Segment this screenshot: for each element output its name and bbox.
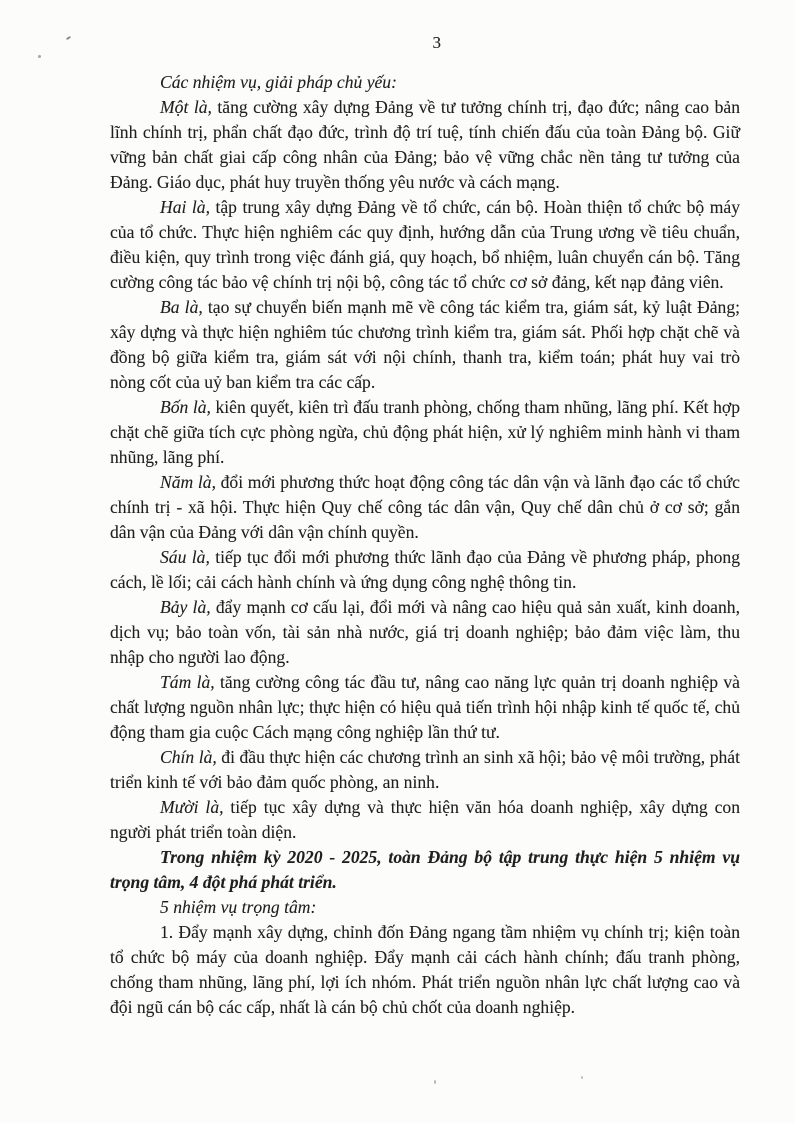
lead-phrase: Bốn là, — [160, 397, 211, 417]
paragraph-body: tăng cường xây dựng Đảng về tư tưởng chính trị, đạo đức; nâng cao bản lĩnh chính trị, phẩn chất đạo đức, trình độ trí tuệ, tính chiến đấu của toàn Đảng bộ. Giữ vững bản chất giai cấp công nhân của Đảng; bảo vệ vững chắc nền tảng tư tưởng của Đảng. Giáo dục, phát huy truyền thống yêu nước và cách mạng. — [110, 97, 740, 192]
lead-phrase: Sáu là, — [160, 547, 210, 567]
paragraph — [110, 795, 740, 845]
paragraph-body: tiếp tục xây dựng và thực hiện văn hóa doanh nghiệp, xây dựng con người phát triển toàn diện. — [110, 797, 740, 842]
lead-phrase: Mười là, — [160, 797, 224, 817]
lead-phrase: Bảy là, — [160, 597, 211, 617]
lead-phrase: Hai là, — [160, 197, 210, 217]
paragraph-body: đổi mới phương thức hoạt động công tác dân vận và lãnh đạo các tổ chức chính trị - xã hội. Thực hiện Quy chế công tác dân vận, Quy chế dân chủ ở cơ sở; gắn dân vận của Đảng với dân vận chính quyền. — [110, 472, 740, 542]
paragraph-body: tăng cường công tác đầu tư, nâng cao năng lực quản trị doanh nghiệp và chất lượng nguồn nhân lực; thực hiện có hiệu quả tiến trình hội nhập kinh tế quốc tế, chủ động tham gia cuộc Cách mạng công nghiệp lần thứ tư. — [110, 672, 740, 742]
paragraph — [110, 745, 740, 795]
lead-phrase: Chín là, — [160, 747, 217, 767]
section-heading: Các nhiệm vụ, giải pháp chủ yếu: — [160, 72, 397, 92]
scan-artifact — [66, 36, 71, 41]
document-body — [110, 70, 740, 1020]
paragraph — [110, 95, 740, 195]
paragraph — [110, 670, 740, 745]
paragraph-body: kiên quyết, kiên trì đấu tranh phòng, chống tham nhũng, lãng phí. Kết hợp chặt chẽ giữa tích cực phòng ngừa, chủ động phát hiện, xử lý nghiêm minh hành vi tham nhũng, lãng phí. — [110, 397, 740, 467]
subsection-heading: 5 nhiệm vụ trọng tâm: — [160, 897, 317, 917]
emphasis-paragraph: Trong nhiệm kỳ 2020 - 2025, toàn Đảng bộ tập trung thực hiện 5 nhiệm vụ trọng tâm, 4 đột phá phát triển. — [110, 847, 740, 892]
paragraph-body: đi đầu thực hiện các chương trình an sinh xã hội; bảo vệ môi trường, phát triển kinh tế với bảo đảm quốc phòng, an ninh. — [110, 747, 740, 792]
paragraph-body: tạo sự chuyển biến mạnh mẽ về công tác kiểm tra, giám sát, kỷ luật Đảng; xây dựng và thực hiện nghiêm túc chương trình kiểm tra, giám sát. Phối hợp chặt chẽ và đồng bộ giữa kiểm tra, giám sát với nội chính, thanh tra, kiểm toán; phát huy vai trò nòng cốt của uỷ ban kiểm tra các cấp. — [110, 297, 740, 392]
paragraph-body: tập trung xây dựng Đảng về tổ chức, cán bộ. Hoàn thiện tổ chức bộ máy của tổ chức. Thực hiện nghiêm các quy định, hướng dẫn của Trung ương về tiêu chuẩn, điều kiện, quy trình trong việc đánh giá, quy hoạch, bổ nhiệm, luân chuyển cán bộ. Tăng cường công tác bảo vệ chính trị nội bộ, công tác tổ chức cơ sở đảng, kết nạp đảng viên. — [110, 197, 740, 292]
paragraph-body: đẩy mạnh cơ cấu lại, đổi mới và nâng cao hiệu quả sản xuất, kinh doanh, dịch vụ; bảo toàn vốn, tài sản nhà nước, giá trị doanh nghiệp; bảo đảm việc làm, thu nhập cho người lao động. — [110, 597, 740, 667]
numbered-paragraph: 1. Đẩy mạnh xây dựng, chỉnh đốn Đảng ngang tầm nhiệm vụ chính trị; kiện toàn tổ chức bộ máy của doanh nghiệp. Đẩy mạnh cải cách hành chính; đấu tranh phòng, chống tham nhũng, lãng phí, lợi ích nhóm. Phát triển nguồn nhân lực chất lượng cao và đội ngũ cán bộ các cấp, nhất là cán bộ chủ chốt của doanh nghiệp. — [110, 922, 740, 1017]
lead-phrase: Tám là, — [160, 672, 215, 692]
lead-phrase: Ba là, — [160, 297, 203, 317]
paragraph-body: tiếp tục đổi mới phương thức lãnh đạo của Đảng về phương pháp, phong cách, lề lối; cải cách hành chính và ứng dụng công nghệ thông tin. — [110, 547, 741, 592]
paragraph — [110, 395, 740, 470]
scan-artifact — [581, 1076, 583, 1079]
lead-phrase: Một là, — [160, 97, 212, 117]
scan-artifact — [434, 1080, 436, 1084]
lead-phrase: Năm là, — [160, 472, 216, 492]
scan-artifact — [38, 55, 41, 58]
paragraph — [110, 295, 740, 395]
paragraph — [110, 545, 740, 595]
paragraph — [110, 595, 740, 670]
page-number: 3 — [432, 33, 442, 52]
paragraph — [110, 470, 740, 545]
paragraph — [110, 195, 740, 295]
